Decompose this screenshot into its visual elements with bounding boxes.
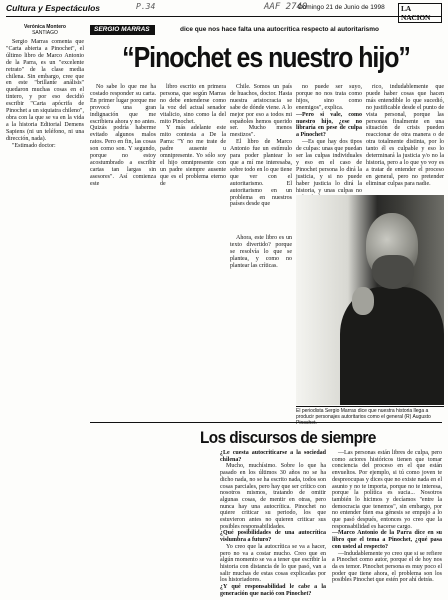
section-name: Cultura y Espectáculos <box>6 3 101 13</box>
paragraph: —Las personas están libres de culpa, pero como actores históricos tienen que tomar conciencia del proceso en el que están envueltos. Por ejemplo, si tú como joven te despreocupas y dices que no existe nada en el asunto y no te importa, porque no te interesa, porque la política es sucia... Nosotros también lo hicimos y decíamos "entre la democracia que tenemos", sin embargo, por no entender bien esa génesis se empujó a lo que pasó después, entonces yo creo que la responsabilidad es hacerse cargo. <box>332 450 442 530</box>
photo-figure-beard <box>372 255 414 289</box>
paragraph: Ahora, este libro es un texto divertido? porque se resolvía lo que se plantea, y como no plantear las críticas. <box>230 235 292 269</box>
byline-author: Verónica Montero <box>24 24 66 30</box>
article-column-3 <box>230 84 292 208</box>
portrait-photo <box>296 195 444 405</box>
byline-place: SANTIAGO <box>32 30 58 36</box>
handwritten-archive-mark: AAF 2740 <box>264 2 308 12</box>
interview-question: —Pero si vale, como nuestro hijo, ¿ese no libraría en pese de culpa a Pinochet? <box>296 111 362 139</box>
paragraph: Yo creo que la autocrítica se va a hacer, pero no va a costar mucho. Creo que en algún momento se va a tener que escribir la historia con distancia de lo que pasó, van a salir muchas de estas cosas explicadas por los historiadores. <box>220 543 326 584</box>
kicker-text: dice que nos hace falta una autocrítica respecto al autoritarismo <box>180 26 380 33</box>
paragraph: El libro de Marco Antonio fue un estímulo para poder plantear lo que a mí me interesaba, sobre todo en lo que tiene que ver con el autoritarismo. El autoritarismo en un problema en nuestros países desde que <box>230 139 292 208</box>
handwritten-page-mark: P.34 <box>136 2 156 11</box>
interview-question: ¿Y qué responsabilidad le cabe a la generación que nació con Pinochet? <box>220 584 326 597</box>
letter-paragraph: Sergio Marras comenta que "Carta abierta a Pinochet", el último libro de Marco Antonio de la Parra, es un "excelente retrato" de la clase media chilena. Sin embargo, cree que en este "brillante análisis" quedaron muchas cosas en el tintero, y por eso decidió escribir "Carta apócrifa de Pinochet a un siquiatra chileno", obra con la que se va en la vida a la historia Editorial Demens Sapiens (ni un teléfono, ni una dirección, nada). <box>6 39 84 142</box>
letter-column <box>6 24 84 150</box>
photo-caption: El periodista Sergio Marras dice que nuestra historia llega a producir personajes autoritarios como el general (R) Augusto Pinochet. <box>296 406 444 426</box>
article-column-6 <box>220 450 326 597</box>
paragraph: libro escrito en primera persona, que según Marras no debe entenderse como la voz del actual senador vitalicio, sino como la del mito Pinochet. <box>160 84 226 125</box>
paragraph: Chile. Somos un país de huachos, doctor. Hasta nuestra aristocracia se sabe de dónde viene. A lo mejor por eso a todos mi españoles hemos querido ser. Mucho menos mestizos". <box>230 84 292 139</box>
page-header <box>6 2 442 22</box>
paragraph: Y más adelante este mito contesta a De la Parra: "Y no me trate de padre ausente u omnipresente. Yo sólo soy el hijo omnipresente con un padre siempre ausente que es el problema eterno de <box>160 125 226 187</box>
article-column-2 <box>160 84 226 188</box>
kicker <box>90 25 442 35</box>
sub-headline: Los discursos de siempre <box>200 428 376 447</box>
paragraph: no puede ser suyo, porque no nos trata como hijos, sino como enemigos", explica. <box>296 84 362 111</box>
letter-body <box>6 39 84 150</box>
paragraph: rico, indudablemente que puede haber cosas que hacen más entendible lo que sucedió, no justificable desde el punto de vista personal, porque las personas finalmente en una situación de crisis pueden reaccionar de otra manera o de otra totalmente distinta, por lo tanto él es culpable y eso lo determinará la justicia y/o no la historia, pero a lo que yo voy es a tratar de entender el proceso en general, pero no pretender eliminar culpas para nadie. <box>366 84 444 187</box>
letter-paragraph: "Estimado doctor: <box>12 142 56 149</box>
newspaper-logo: LA NACION <box>398 3 442 23</box>
interview-question: ¿Le cuesta autocriticarse a la sociedad chilena? <box>220 450 326 463</box>
interview-question: —Marco Antonio de la Parra dice en su libro que el tema a Pinochet, ¿qué pasa con usted al respecto? <box>332 530 442 550</box>
article-column-5 <box>366 84 444 188</box>
interview-question: ¿Qué posibilidades de una autocrítica vislumbra a futuro? <box>220 530 326 544</box>
headline: “Pinochet es nuestro hijo” <box>122 42 410 74</box>
article-column-1 <box>90 84 156 188</box>
article-column-7 <box>332 450 442 584</box>
kicker-label: SERGIO MARRAS <box>90 25 155 35</box>
photo-figure-hand <box>352 287 374 315</box>
paragraph: Mucho, muchísimo. Sobre lo que ha pasado en los últimos 30 años no se ha dicho nada, no se ha escrito nada, todos son cosas parciales, pero hay que ser crítico con nosotros mismos, tratando de omitir algunas cosas, de mentir en otras, pero nunca hay una autocrítica. Pinochet no quiere criticar su periodo, los que estuvieron antes no quieren criticar sus posibles responsabilidades. <box>220 463 326 530</box>
paragraph: —Es que hay dos tipos de culpas: unas que puedan ser las culpas individuales y eso en el caso de Pinochet persona lo dirá la justicia, y si no puede haber justicia lo dirá la historia, y unas culpas no <box>296 139 362 194</box>
section-divider <box>90 422 442 423</box>
paragraph: No sabe lo que me ha costado responder su carta. En primer lugar porque me provocó una gran indignación que me escribiera ahora y no antes. Quizás podría haberme evitado algunos malos ratos. Pero en fin, las cosas son como son. Y segundo, porque no estoy acostumbrado a escribir cartas tan largas sin asesores". Así comienza este <box>90 84 156 187</box>
issue-date: Domingo 21 de Junio de 1998 <box>298 4 385 11</box>
paragraph: —Indudablemente yo creo que si se refiere a Pinochet como autor, porque el de hoy nos da es temor. Pinochet persona es muy poco el poder que tiene ahora, el problema son los posibles Pinochet que estén por ahí detrás. <box>332 550 442 584</box>
article-column-3-continued <box>230 235 292 270</box>
